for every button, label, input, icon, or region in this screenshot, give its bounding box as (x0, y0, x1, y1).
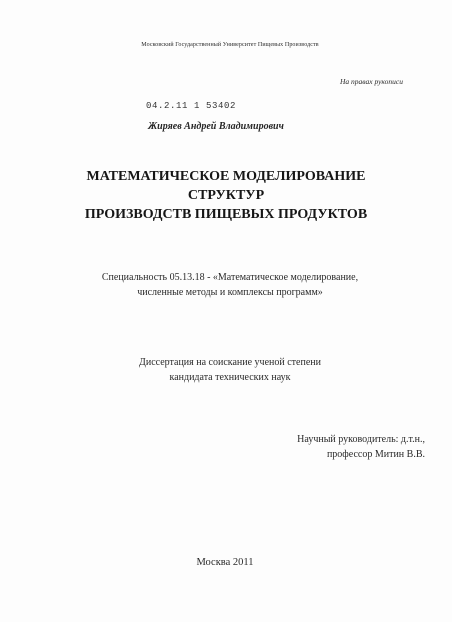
specialty-line: численные методы и комплексы программ» (137, 287, 323, 298)
degree-line: кандидата технических наук (169, 372, 291, 383)
degree-line: Диссертация на соискание ученой степени (139, 357, 321, 368)
manuscript-rights-note: На правах рукописи (340, 77, 403, 86)
title-line: СТРУКТУР (187, 188, 265, 203)
specialty-block (50, 270, 410, 300)
title-line: ПРОИЗВОДСТВ ПИЩЕВЫХ ПРОДУКТОВ (84, 207, 368, 222)
specialty-line: Специальность 05.13.18 - «Математическое моделирование, (101, 272, 359, 283)
degree-block (80, 355, 380, 385)
dissertation-title (56, 167, 396, 224)
supervisor-block (250, 432, 425, 462)
supervisor-line: Научный руководитель: д.т.н., (297, 434, 425, 445)
author-name: Жиряев Андрей Владимирович (148, 121, 284, 132)
catalog-number: 04.2.11 1 53402 (146, 101, 237, 111)
university-name: Московский Государственный Университет Пищевых Производств (141, 42, 319, 48)
title-line: МАТЕМАТИЧЕСКОЕ МОДЕЛИРОВАНИЕ (86, 169, 366, 184)
city-year: Москва 2011 (196, 557, 254, 568)
supervisor-line: профессор Митин В.В. (326, 449, 425, 460)
